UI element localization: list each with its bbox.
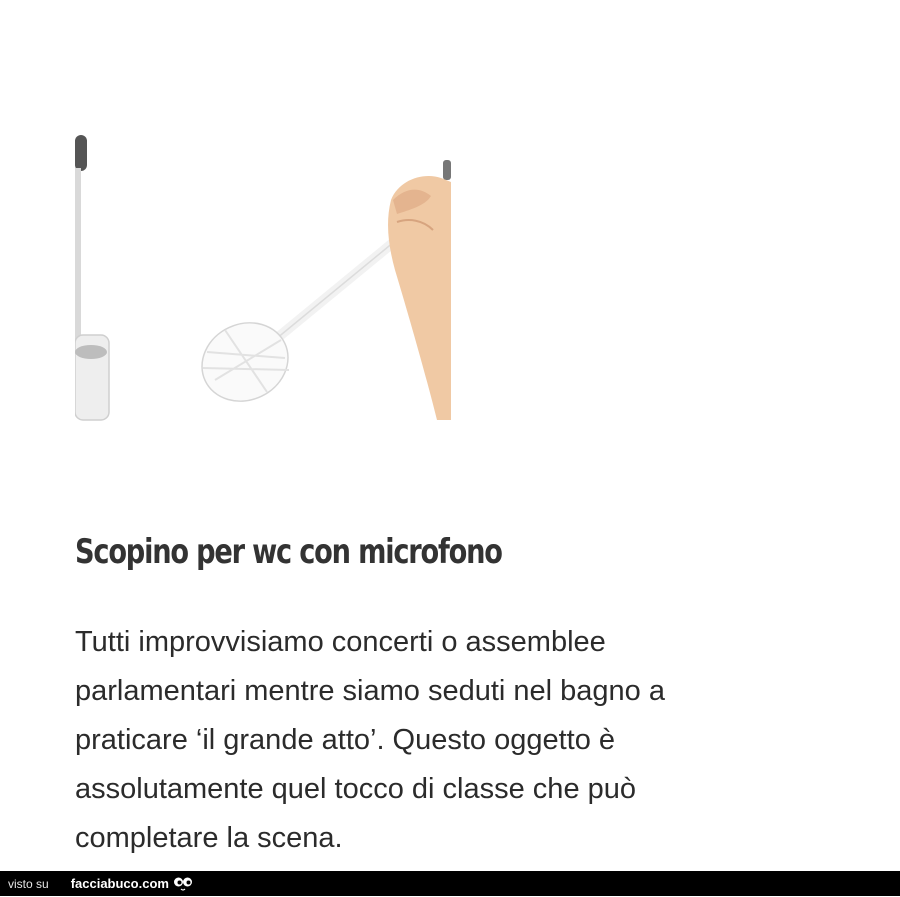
article-title: Scopino per wc con microfono [75,532,502,572]
product-image [75,130,451,430]
footer-bar [0,871,900,896]
brush-holder-illustration [75,135,109,420]
eyes-icon [173,876,193,892]
article-body: Tutti improvvisiamo concerti o assemblee parlamentari mentre siamo seduti nel bagno a praticare ‘il grande atto’. Questo oggetto è assolutamente quel tocco di classe che può completare la scena. [75,626,665,854]
hand-illustration [388,176,451,420]
footer-prefix: visto su [8,876,49,891]
footer-brand-link[interactable]: facciabuco.com [70,876,169,891]
